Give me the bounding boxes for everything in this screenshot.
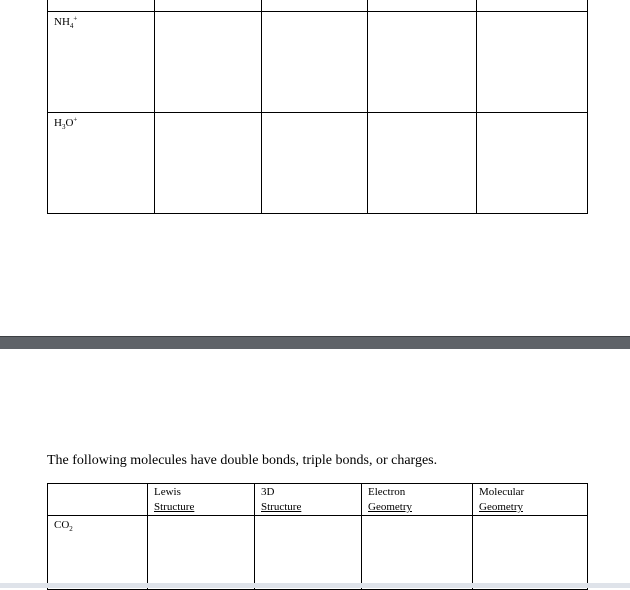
header-3d-structure: 3D Structure xyxy=(255,484,362,516)
electron-geometry-cell[interactable] xyxy=(368,113,477,214)
header-molecular-geometry: Molecular Geometry xyxy=(473,484,588,516)
formula-co2: $CO_2$ xyxy=(48,516,148,590)
table-header-row xyxy=(48,484,588,516)
molecular-geometry-cell[interactable] xyxy=(473,516,588,590)
molecular-geometry-cell[interactable] xyxy=(477,113,588,214)
table-row-ammonium xyxy=(48,12,588,113)
electron-geometry-cell[interactable] xyxy=(368,12,477,113)
3d-structure-cell[interactable] xyxy=(255,516,362,590)
molecule-table-continued xyxy=(47,0,588,214)
page-separator xyxy=(0,336,630,349)
lewis-structure-cell[interactable] xyxy=(155,113,262,214)
lewis-structure-cell[interactable] xyxy=(155,12,262,113)
3d-structure-cell[interactable] xyxy=(262,12,368,113)
section-heading: The following molecules have double bonds, triple bonds, or charges. xyxy=(47,453,438,468)
document-page-lower xyxy=(0,349,630,588)
electron-geometry-cell[interactable] xyxy=(362,516,473,590)
formula-ammonium: $NH_4^+$ xyxy=(48,12,155,113)
lewis-structure-cell[interactable] xyxy=(148,516,255,590)
formula-hydronium: $H_3O^+$ xyxy=(48,113,155,214)
3d-structure-cell[interactable] xyxy=(262,113,368,214)
molecule-table-charged xyxy=(47,483,588,590)
molecular-geometry-cell[interactable] xyxy=(477,12,588,113)
viewer-bottom-edge xyxy=(0,583,630,588)
table-row-co2 xyxy=(48,516,588,590)
header-electron-geometry: Electron Geometry xyxy=(362,484,473,516)
table-row-hydronium xyxy=(48,113,588,214)
header-lewis-structure: Lewis Structure xyxy=(148,484,255,516)
header-blank xyxy=(48,484,148,516)
table-row-top-edge xyxy=(48,0,588,12)
